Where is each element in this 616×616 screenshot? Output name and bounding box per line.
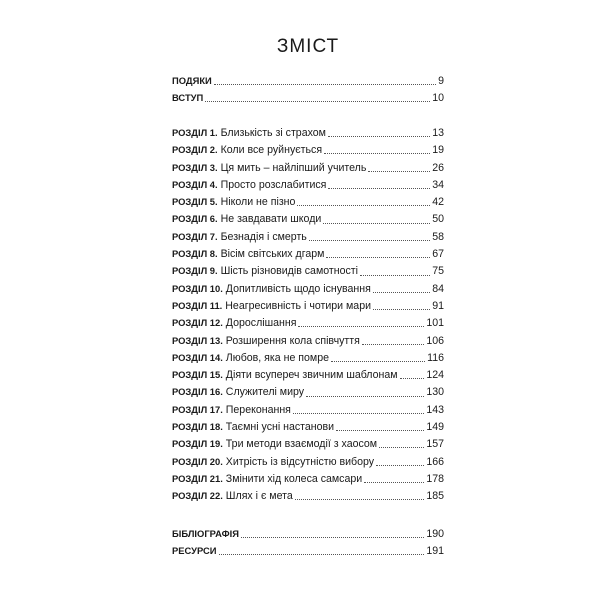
front-matter-list bbox=[172, 72, 444, 107]
dot-leader bbox=[328, 136, 430, 137]
dot-leader bbox=[326, 257, 430, 258]
chapter-label: РОЗДІЛ 17. bbox=[172, 403, 223, 415]
chapter-page: 42 bbox=[432, 196, 444, 209]
chapter-page: 157 bbox=[426, 438, 444, 451]
dot-leader bbox=[298, 326, 424, 327]
chapter-entry[interactable] bbox=[172, 262, 444, 279]
dot-leader bbox=[295, 499, 425, 500]
chapter-label: РОЗДІЛ 5. bbox=[172, 196, 218, 208]
chapter-page: 130 bbox=[426, 386, 444, 399]
chapter-entry[interactable] bbox=[172, 193, 444, 210]
dot-leader bbox=[306, 396, 424, 397]
chapter-page: 149 bbox=[426, 421, 444, 434]
dot-leader bbox=[214, 84, 436, 85]
chapter-entry[interactable] bbox=[172, 487, 444, 504]
dot-leader bbox=[376, 465, 424, 466]
chapter-title: Шість різновидів самотності bbox=[220, 265, 358, 278]
chapter-label: РОЗДІЛ 3. bbox=[172, 161, 218, 173]
chapter-page: 116 bbox=[427, 351, 444, 364]
chapter-label: РОЗДІЛ 21. bbox=[172, 472, 223, 484]
chapter-label: РОЗДІЛ 6. bbox=[172, 213, 218, 225]
dot-leader bbox=[323, 223, 430, 224]
chapter-label: РОЗДІЛ 16. bbox=[172, 386, 223, 398]
toc-entry[interactable] bbox=[172, 525, 444, 542]
chapter-label: РОЗДІЛ 13. bbox=[172, 334, 223, 346]
chapter-page: 58 bbox=[432, 230, 444, 243]
toc-entry-label: РЕСУРСИ bbox=[172, 545, 217, 557]
chapter-entry[interactable] bbox=[172, 159, 444, 176]
back-matter-list bbox=[172, 525, 444, 560]
chapter-title: Вісім світських дгарм bbox=[220, 248, 325, 261]
chapter-entry[interactable] bbox=[172, 366, 444, 383]
chapter-page: 13 bbox=[432, 127, 444, 139]
chapter-title: Неагресивність і чотири мари bbox=[225, 299, 372, 312]
toc-entry-label: ВСТУП bbox=[172, 92, 204, 104]
chapter-entry[interactable] bbox=[172, 470, 444, 487]
chapter-label: РОЗДІЛ 9. bbox=[172, 265, 218, 277]
dot-leader bbox=[219, 554, 425, 555]
chapter-entry[interactable] bbox=[172, 314, 444, 331]
chapter-title: Коли все руйнується bbox=[220, 144, 323, 157]
chapter-label: РОЗДІЛ 8. bbox=[172, 248, 218, 260]
chapter-title: Безнадія і смерть bbox=[220, 230, 307, 243]
chapter-entry[interactable] bbox=[172, 383, 444, 400]
chapter-page: 34 bbox=[432, 178, 444, 191]
chapter-entry[interactable] bbox=[172, 245, 444, 262]
chapter-title: Близькість зі страхом bbox=[220, 127, 326, 139]
chapter-entry[interactable] bbox=[172, 418, 444, 435]
chapter-entry[interactable] bbox=[172, 349, 444, 366]
chapter-page: 124 bbox=[426, 369, 444, 382]
chapter-label: РОЗДІЛ 11. bbox=[172, 299, 223, 311]
chapter-title: Шлях і є мета bbox=[225, 490, 293, 503]
chapter-label: РОЗДІЛ 22. bbox=[172, 490, 223, 502]
chapter-label: РОЗДІЛ 12. bbox=[172, 317, 223, 329]
chapter-label: РОЗДІЛ 2. bbox=[172, 144, 218, 156]
chapter-title: Розширення кола співчуття bbox=[225, 334, 360, 347]
chapter-entry[interactable] bbox=[172, 280, 444, 297]
chapter-page: 50 bbox=[432, 213, 444, 226]
dot-leader bbox=[368, 171, 430, 172]
dot-leader bbox=[309, 240, 430, 241]
dot-leader bbox=[331, 361, 425, 362]
chapter-page: 67 bbox=[432, 248, 444, 261]
toc-entry-page: 9 bbox=[438, 75, 444, 87]
toc-entry[interactable] bbox=[172, 542, 444, 559]
chapter-page: 84 bbox=[432, 282, 444, 295]
toc-entry-page: 10 bbox=[432, 92, 444, 105]
chapter-title: Ця мить – найліпший учитель bbox=[220, 161, 367, 174]
chapter-entry[interactable] bbox=[172, 297, 444, 314]
chapter-title: Змінити хід колеса самсари bbox=[225, 472, 363, 485]
chapter-page: 75 bbox=[432, 265, 444, 278]
chapter-page: 19 bbox=[432, 144, 444, 157]
chapter-title: Три методи взаємодії з хаосом bbox=[225, 438, 378, 451]
dot-leader bbox=[373, 309, 430, 310]
chapter-page: 101 bbox=[426, 317, 444, 330]
chapter-label: РОЗДІЛ 20. bbox=[172, 455, 223, 467]
chapter-title: Допитливість щодо існування bbox=[225, 282, 371, 295]
chapter-entry[interactable] bbox=[172, 332, 444, 349]
chapter-page: 143 bbox=[426, 403, 444, 416]
toc-entry[interactable] bbox=[172, 89, 444, 106]
chapter-title: Служителі миру bbox=[225, 386, 305, 399]
chapter-label: РОЗДІЛ 19. bbox=[172, 438, 223, 450]
dot-leader bbox=[373, 292, 430, 293]
chapter-list bbox=[172, 124, 444, 505]
chapter-page: 106 bbox=[426, 334, 444, 347]
page-title: ЗМІСТ bbox=[276, 36, 340, 57]
chapter-title: Діяти всупереч звичним шаблонам bbox=[225, 369, 398, 382]
chapter-page: 91 bbox=[432, 299, 444, 312]
dot-leader bbox=[293, 413, 424, 414]
chapter-label: РОЗДІЛ 15. bbox=[172, 369, 223, 381]
chapter-label: РОЗДІЛ 18. bbox=[172, 421, 223, 433]
toc-entry[interactable] bbox=[172, 72, 444, 89]
chapter-label: РОЗДІЛ 4. bbox=[172, 178, 218, 190]
chapter-page: 178 bbox=[426, 472, 444, 485]
dot-leader bbox=[241, 537, 424, 538]
dot-leader bbox=[364, 482, 424, 483]
chapter-title: Таємні усні настанови bbox=[225, 421, 335, 434]
dot-leader bbox=[324, 153, 430, 154]
chapter-entry[interactable] bbox=[172, 453, 444, 470]
dot-leader bbox=[400, 378, 425, 379]
dot-leader bbox=[379, 447, 424, 448]
toc-entry-label: БІБЛІОГРАФІЯ bbox=[172, 528, 239, 539]
chapter-entry[interactable] bbox=[172, 141, 444, 158]
chapter-title: Просто розслабитися bbox=[220, 178, 327, 191]
dot-leader bbox=[360, 275, 430, 276]
chapter-title: Ніколи не пізно bbox=[220, 196, 296, 209]
chapter-label: РОЗДІЛ 10. bbox=[172, 282, 223, 294]
toc-entry-page: 191 bbox=[426, 545, 444, 558]
chapter-title: Дорослішання bbox=[225, 317, 297, 330]
dot-leader bbox=[336, 430, 424, 431]
chapter-page: 166 bbox=[426, 455, 444, 468]
chapter-label: РОЗДІЛ 1. bbox=[172, 127, 218, 138]
dot-leader bbox=[362, 344, 424, 345]
chapter-entry[interactable] bbox=[172, 435, 444, 452]
chapter-title: Не завдавати шкоди bbox=[220, 213, 322, 226]
chapter-label: РОЗДІЛ 7. bbox=[172, 230, 218, 242]
dot-leader bbox=[328, 188, 430, 189]
chapter-entry[interactable] bbox=[172, 401, 444, 418]
dot-leader bbox=[205, 101, 430, 102]
chapter-page: 26 bbox=[432, 161, 444, 174]
chapter-title: Хитрість із відсутністю вибору bbox=[225, 455, 375, 468]
chapter-title: Переконання bbox=[225, 403, 291, 416]
toc-entry-label: ПОДЯКИ bbox=[172, 75, 212, 86]
dot-leader bbox=[297, 205, 430, 206]
chapter-page: 185 bbox=[426, 490, 444, 503]
chapter-entry[interactable] bbox=[172, 210, 444, 227]
chapter-title: Любов, яка не помре bbox=[225, 351, 329, 364]
chapter-label: РОЗДІЛ 14. bbox=[172, 351, 223, 363]
chapter-entry[interactable] bbox=[172, 176, 444, 193]
chapter-entry[interactable] bbox=[172, 228, 444, 245]
chapter-entry[interactable] bbox=[172, 124, 444, 141]
toc-entry-page: 190 bbox=[426, 528, 444, 540]
